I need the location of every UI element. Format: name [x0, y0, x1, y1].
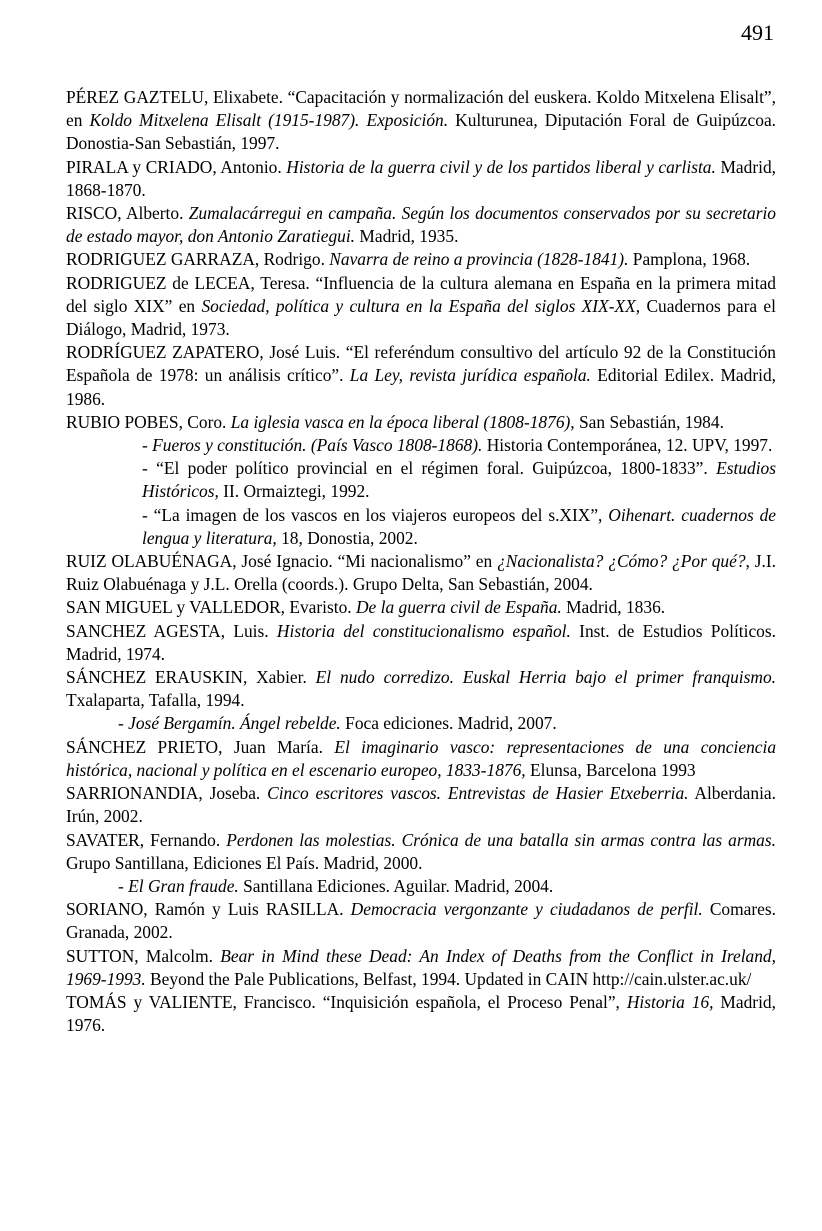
entry-text: Inst. de Estudios Políticos. Madrid, 1974. — [66, 620, 776, 664]
entry-title-italic: ¿Nacionalista? ¿Cómo? ¿Por qué?, — [497, 551, 750, 572]
bibliography-entry — [66, 550, 776, 596]
entry-text: SARRIONANDIA, Joseba. — [66, 783, 268, 804]
bibliography-entry — [66, 666, 776, 712]
entry-text: SANCHEZ AGESTA, Luis. — [66, 620, 277, 641]
bibliography-subentry — [118, 875, 776, 898]
entry-text: Madrid, 1868-1870. — [66, 156, 776, 200]
entry-title-italic: Cinco escritores vascos. Entrevistas de Hasier Etxeberria. — [267, 783, 689, 804]
bibliography-entry — [66, 898, 776, 944]
bibliography-entry — [66, 829, 776, 875]
bibliography-entry — [66, 86, 776, 156]
entry-title-italic: Sociedad, política y cultura en la España del siglos XIX-XX, — [201, 295, 641, 316]
entry-text: Madrid, 1976. — [66, 991, 776, 1036]
entry-text: RISCO, Alberto. — [66, 203, 189, 224]
entry-text: Editorial Edilex. Madrid, 1986. — [66, 365, 776, 409]
entry-title-italic: El nudo corredizo. Euskal Herria bajo el primer franquismo. — [315, 667, 776, 688]
entry-text: - — [118, 713, 129, 734]
entry-title-italic: La Ley, revista jurídica española. — [349, 365, 591, 386]
bibliography-entry — [66, 156, 776, 202]
entry-title-italic: Fueros y constitución. (País Vasco 1808-1868). — [152, 435, 483, 456]
entry-title-italic: De la guerra civil de España. — [356, 597, 562, 618]
bibliography-entry — [66, 411, 776, 434]
entry-text: - — [118, 875, 129, 896]
entry-title-italic: Oihenart. cuadernos de lengua y literatura, — [142, 504, 776, 548]
bibliography-entry — [66, 945, 776, 991]
entry-text: San Sebastián, 1984. — [574, 411, 724, 432]
entry-title-italic: Koldo Mitxelena Elisalt (1915-1987). Exposición. — [89, 110, 449, 131]
entry-text: Grupo Santillana, Ediciones El País. Madrid, 2000. — [66, 852, 423, 873]
entry-text: RUIZ OLABUÉNAGA, José Ignacio. “Mi nacionalismo” en — [66, 551, 498, 572]
bibliography-entry — [66, 341, 776, 411]
bibliography-subentry — [142, 434, 776, 457]
page-number: 491 — [741, 20, 774, 45]
bibliography-entry — [66, 202, 776, 248]
entry-text: RODRIGUEZ GARRAZA, Rodrigo. — [66, 249, 330, 270]
entry-text: SUTTON, Malcolm. — [66, 945, 221, 966]
entry-text: Historia Contemporánea, 12. UPV, 1997. — [482, 435, 773, 456]
bibliography-entry — [66, 596, 776, 619]
entry-title-italic: Navarra de reino a provincia (1828-1841). — [329, 249, 629, 270]
entry-text: RODRIGUEZ de LECEA, Teresa. “Influencia de la cultura alemana en España en la primera mitad del siglo XIX” en — [66, 272, 776, 316]
entry-text: PIRALA y CRIADO, Antonio. — [66, 156, 287, 177]
bibliography-entry — [66, 782, 776, 828]
entry-text: SÁNCHEZ ERAUSKIN, Xabier. — [66, 667, 316, 688]
entry-text: - “El poder político provincial en el régimen foral. Guipúzcoa, 1800-1833”. — [142, 458, 717, 479]
entry-title-italic: La iglesia vasca en la época liberal (1808-1876), — [230, 411, 575, 432]
bibliography-subentry — [142, 457, 776, 503]
bibliography-entry — [66, 248, 776, 271]
bibliography-entry — [66, 272, 776, 342]
entry-text: Kulturunea, Diputación Foral de Guipúzcoa. Donostia-San Sebastián, 1997. — [66, 110, 777, 154]
entry-title-italic: Bear in Mind these Dead: An Index of Deaths from the Conflict in Ireland, 1969-1993. — [66, 945, 776, 989]
entry-text: Txalaparta, Tafalla, 1994. — [66, 690, 245, 711]
entry-text: Beyond the Pale Publications, Belfast, 1994. Updated in CAIN http://cain.ulster.ac.uk/ — [145, 968, 752, 989]
entry-title-italic: Estudios Históricos, — [142, 458, 776, 502]
entry-text: RODRÍGUEZ ZAPATERO, José Luis. “El referéndum consultivo del artículo 92 de la Constitución Española de 1978: un análisis crítico”. — [66, 342, 776, 386]
entry-text: Madrid, 1836. — [561, 597, 666, 618]
entry-text: Cuadernos para el Diálogo, Madrid, 1973. — [66, 295, 776, 340]
entry-text: SÁNCHEZ PRIETO, Juan María. — [66, 736, 335, 757]
entry-title-italic: El Gran fraude. — [128, 875, 239, 896]
bibliography-entry — [66, 736, 776, 782]
entry-text: - — [142, 435, 153, 456]
entry-text: PÉREZ GAZTELU, Elixabete. “Capacitación y normalización del euskera. Koldo Mitxelena Elisalt”, en — [66, 87, 776, 131]
entry-text: Comares. Granada, 2002. — [66, 899, 776, 943]
bibliography-list — [66, 86, 776, 1037]
entry-text: Madrid, 1935. — [355, 226, 459, 247]
entry-title-italic: Historia del constitucionalismo español. — [276, 620, 571, 641]
entry-text: J.I. Ruiz Olabuénaga y J.L. Orella (coords.). Grupo Delta, San Sebastián, 2004. — [66, 551, 776, 595]
entry-title-italic: El imaginario vasco: representaciones de una conciencia histórica, nacional y política en el escenario europeo, 1833-1876, — [66, 736, 777, 780]
entry-text: TOMÁS y VALIENTE, Francisco. “Inquisición española, el Proceso Penal”, — [66, 991, 627, 1012]
entry-title-italic: Historia 16, — [626, 991, 714, 1012]
entry-text: SORIANO, Ramón y Luis RASILLA. — [66, 899, 351, 920]
entry-text: Elunsa, Barcelona 1993 — [525, 759, 696, 780]
entry-title-italic: Democracia vergonzante y ciudadanos de perfil. — [350, 899, 703, 920]
entry-text: Pamplona, 1968. — [628, 249, 751, 270]
entry-title-italic: Zumalacárregui en campaña. Según los documentos conservados por su secretario de estado mayor, don Antonio Zaratiegui. — [66, 203, 776, 247]
entry-text: RUBIO POBES, Coro. — [66, 411, 231, 432]
bibliography-entry — [66, 991, 776, 1037]
entry-text: 18, Donostia, 2002. — [276, 527, 418, 548]
bibliography-subentry — [142, 504, 776, 550]
entry-title-italic: José Bergamín. Ángel rebelde. — [128, 713, 341, 734]
entry-text: II. Ormaiztegi, 1992. — [218, 481, 370, 502]
entry-text: SAVATER, Fernando. — [66, 829, 227, 850]
entry-title-italic: Historia de la guerra civil y de los partidos liberal y carlista. — [286, 156, 716, 177]
entry-text: Foca ediciones. Madrid, 2007. — [340, 713, 557, 734]
entry-text: SAN MIGUEL y VALLEDOR, Evaristo. — [66, 597, 356, 618]
entry-text: - “La imagen de los vascos en los viajeros europeos del s.XIX”, — [142, 504, 609, 525]
bibliography-subentry — [118, 712, 776, 735]
entry-text: Santillana Ediciones. Aguilar. Madrid, 2004. — [238, 875, 554, 896]
entry-title-italic: Perdonen las molestias. Crónica de una batalla sin armas contra las armas. — [226, 829, 776, 850]
entry-text: Alberdania. Irún, 2002. — [66, 783, 776, 827]
bibliography-entry — [66, 620, 776, 666]
